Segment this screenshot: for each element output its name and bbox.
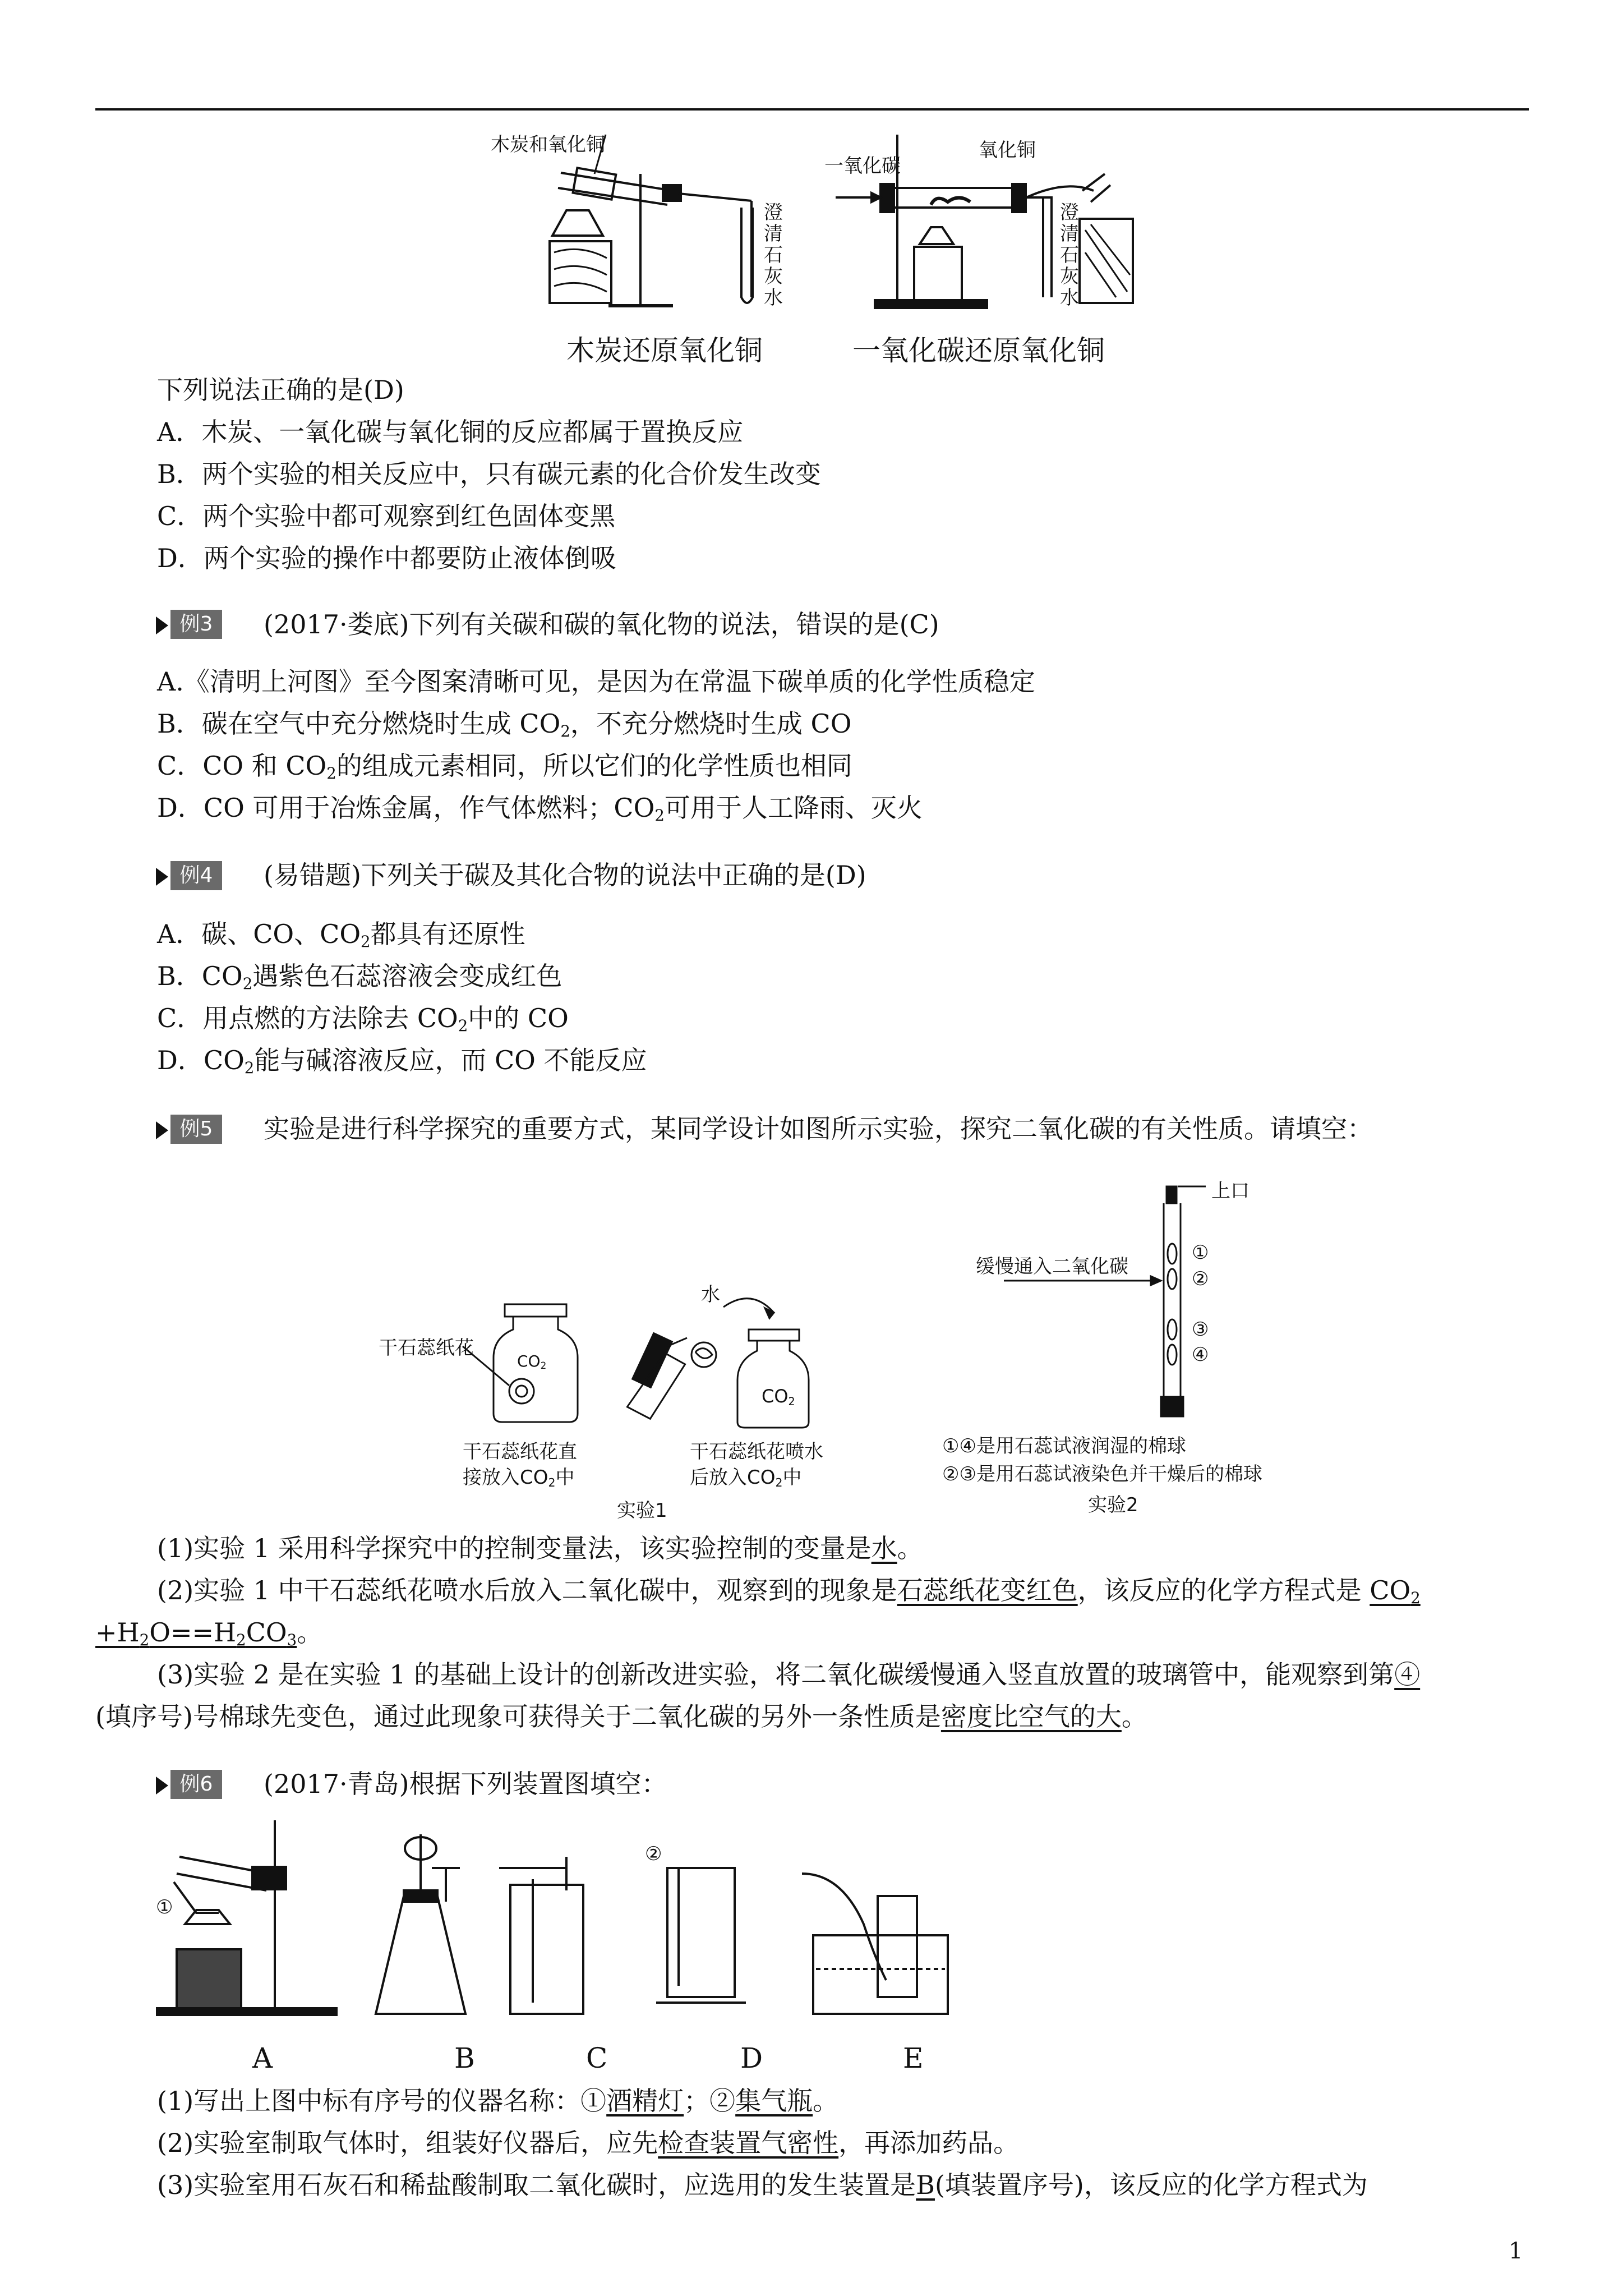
badge-arrow-icon [156,1121,168,1139]
label-co2-bottle1: $CO_2$ [517,1352,547,1372]
figure-carbon-reduction [488,118,1161,365]
ex3-option-a: A.《清明上河图》至今图案清晰可见，是因为在常温下碳单质的化学性质稳定 [157,666,1035,697]
ex5-part1: (1)实验 1 采用科学探究中的控制变量法，该实验控制的变量是水。 [157,1533,923,1563]
figure-experiment-2 [925,1175,1374,1523]
ex5-part2-line2: $+H_2O==H_2CO_3$。 [95,1617,323,1649]
ex3-option-b: B．碳在空气中充分燃烧时生成 $CO_2$，不充分燃烧时生成 CO [157,708,852,740]
label-d: D [740,2042,763,2074]
caption-exp1-a: 干石蕊纸花直 接放入$CO_2$中 [463,1441,577,1490]
caption-exp1-b: 干石蕊纸花喷水 后放入$CO_2$中 [690,1441,823,1490]
badge-label: 例6 [170,1770,222,1799]
example-badge-3 [156,609,223,642]
label-limewater-left: 澄清石灰水 [764,201,783,309]
option-d: D．两个实验的操作中都要防止液体倒吸 [157,543,616,573]
ex5-part3-line2: (填序号)号棉球先变色，通过此现象可获得关于二氧化碳的另外一条性质是密度比空气的大。 [95,1701,1147,1732]
note-balls-2-3: ②③是用石蕊试液染色并干燥后的棉球 [942,1463,1262,1485]
badge-label: 例4 [170,861,222,890]
label-co-gas: 一氧化碳 [824,155,901,177]
answer: 集气瓶 [735,2086,813,2116]
option-b: B．两个实验的相关反应中，只有碳元素的化合价发生改变 [157,459,821,489]
answer: B [916,2170,935,2200]
label-water: 水 [701,1283,720,1306]
ex4-option-c: C．用点燃的方法除去 $CO_2$中的 CO [157,1003,569,1035]
ex4-option-d: D．$CO_2$能与碱溶液反应，而 CO 不能反应 [157,1045,647,1077]
marker-2: ② [645,1843,662,1865]
option-a: A．木炭、一氧化碳与氧化铜的反应都属于置换反应 [157,417,744,447]
answer: ④ [1394,1659,1421,1690]
ex5-part2-line1: (2)实验 1 中干石蕊纸花喷水后放入二氧化碳中，观察到的现象是石蕊纸花变红色，该反应的化学方程式是 $CO_2$ [157,1575,1421,1607]
question-stem: 下列说法正确的是(D) [157,375,404,405]
badge-label: 例3 [170,610,222,639]
ex6-part3: (3)实验室用石灰石和稀盐酸制取二氧化碳时，应选用的发生装置是B(填装置序号)，该反应的化学方程式为 [157,2170,1368,2200]
answer: $+H_2O==H_2CO_3$ [95,1617,297,1649]
ex3-option-d: D．CO 可用于冶炼金属，作气体燃料；$CO_2$可用于人工降雨、灭火 [157,793,923,825]
ex4-option-a: A．碳、CO、$CO_2$都具有还原性 [157,919,525,951]
marker-1: ① [156,1896,173,1918]
label-c: C [586,2042,608,2074]
caption-experiment-2: 实验2 [1088,1494,1138,1516]
ex3-stem: (2017·娄底)下列有关碳和碳的氧化物的说法，错误的是(C) [264,609,939,639]
ex6-part2: (2)实验室制取气体时，组装好仪器后，应先检查装置气密性，再添加药品。 [157,2128,1020,2158]
ex5-part3-line1: (3)实验 2 是在实验 1 的基础上设计的创新改进实验，将二氧化碳缓慢通入竖直放置的玻璃管中，能观察到第④ [157,1659,1421,1690]
badge-arrow-icon [156,616,168,634]
example-badge-6 [156,1769,223,1802]
answer: 水 [871,1533,897,1563]
ex4-option-b: B．$CO_2$遇紫色石蕊溶液会变成红色 [157,961,562,993]
ex6-stem: (2017·青岛)根据下列装置图填空： [264,1769,667,1799]
page-number: 1 [1509,2238,1523,2264]
answer: 石蕊纸花变红色 [897,1575,1078,1605]
label-inlet: 缓慢通入二氧化碳 [976,1255,1128,1278]
caption-experiment-1: 实验1 [617,1499,667,1522]
answer: $CO_2$ [1370,1575,1421,1607]
answer: 密度比空气的大 [940,1701,1122,1732]
ex6-part1: (1)写出上图中标有序号的仪器名称：①酒精灯；②集气瓶。 [157,2086,839,2116]
label-cuo-right: 氧化铜 [979,139,1036,162]
badge-arrow-icon [156,1777,168,1795]
example-badge-5 [156,1114,223,1147]
label-dry-flower: 干石蕊纸花 [379,1337,474,1359]
caption-co-reduction: 一氧化碳还原氧化铜 [852,334,1105,367]
label-top-mouth: 上口 [1211,1180,1249,1202]
label-ball-1: ① [1192,1241,1209,1264]
label-ball-4: ④ [1192,1343,1209,1366]
label-b: B [454,2042,475,2074]
example-badge-4 [156,860,223,894]
label-charcoal-cuo: 木炭和氧化铜 [491,134,605,156]
answer: 检查装置气密性 [658,2128,839,2158]
note-balls-1-4: ①④是用石蕊试液润湿的棉球 [942,1435,1186,1457]
caption-charcoal-reduction: 木炭还原氧化铜 [566,334,763,367]
figure-experiment-1 [365,1245,897,1526]
label-co2-bottle2: $CO_2$ [762,1386,795,1408]
label-ball-2: ② [1192,1268,1209,1290]
badge-label: 例5 [170,1115,222,1144]
option-c: C．两个实验中都可观察到红色固体变黑 [157,501,616,531]
label-a: A [252,2042,273,2074]
answer: 酒精灯 [606,2086,684,2116]
ex5-stem: 实验是进行科学探究的重要方式，某同学设计如图所示实验，探究二氧化碳的有关性质。请填空： [264,1114,1373,1144]
badge-arrow-icon [156,868,168,886]
ex3-option-c: C．CO 和 $CO_2$的组成元素相同，所以它们的化学性质也相同 [157,751,852,783]
apparatus-a-e-drawing [140,1812,981,2081]
label-e: E [903,2042,924,2074]
ex4-stem: (易错题)下列关于碳及其化合物的说法中正确的是(D) [264,860,866,890]
label-limewater-right: 澄清石灰水 [1060,201,1079,309]
figure-apparatus-a-e [140,1812,981,2081]
top-rule [95,108,1529,111]
label-ball-3: ③ [1192,1318,1209,1341]
